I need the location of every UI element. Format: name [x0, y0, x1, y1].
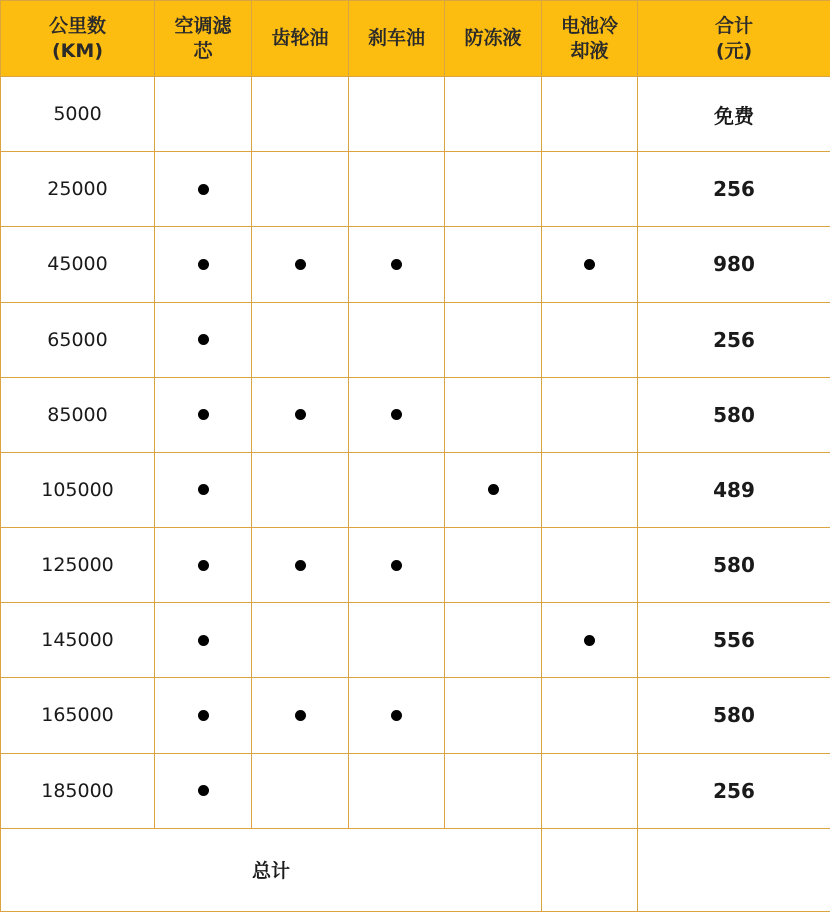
check-dot-icon — [198, 635, 209, 646]
check-dot-icon — [295, 560, 306, 571]
km-cell: 45000 — [1, 227, 155, 302]
antifreeze-cell — [445, 377, 542, 452]
total-empty-cell — [542, 828, 638, 911]
km-cell: 125000 — [1, 528, 155, 603]
check-dot-icon — [391, 710, 402, 721]
battery-coolant-cell — [542, 753, 638, 828]
antifreeze-cell — [445, 753, 542, 828]
brake-fluid-cell — [349, 377, 445, 452]
brake-fluid-cell — [349, 603, 445, 678]
check-dot-icon — [295, 259, 306, 270]
brake-fluid-cell — [349, 753, 445, 828]
km-cell: 105000 — [1, 452, 155, 527]
check-dot-icon — [584, 635, 595, 646]
antifreeze-cell — [445, 678, 542, 753]
check-dot-icon — [198, 259, 209, 270]
gear-oil-cell — [252, 227, 349, 302]
antifreeze-cell — [445, 452, 542, 527]
check-dot-icon — [198, 409, 209, 420]
ac-filter-cell — [155, 77, 252, 152]
row-total-cell: 580 — [638, 678, 830, 753]
brake-fluid-cell — [349, 678, 445, 753]
check-dot-icon — [198, 184, 209, 195]
table-row — [1, 528, 830, 603]
battery-coolant-cell — [542, 678, 638, 753]
battery-coolant-cell — [542, 603, 638, 678]
table-row — [1, 152, 830, 227]
ac-filter-cell — [155, 753, 252, 828]
check-dot-icon — [198, 710, 209, 721]
table-row — [1, 678, 830, 753]
brake-fluid-cell — [349, 77, 445, 152]
ac-filter-cell — [155, 603, 252, 678]
header-battery-coolant: 电池冷 却液 — [542, 1, 638, 77]
check-dot-icon — [295, 710, 306, 721]
row-total-cell: 556 — [638, 603, 830, 678]
km-cell: 185000 — [1, 753, 155, 828]
gear-oil-cell — [252, 603, 349, 678]
gear-oil-cell — [252, 377, 349, 452]
battery-coolant-cell — [542, 452, 638, 527]
table-body — [1, 77, 830, 912]
ac-filter-cell — [155, 227, 252, 302]
brake-fluid-cell — [349, 302, 445, 377]
gear-oil-cell — [252, 753, 349, 828]
header-gear-oil: 齿轮油 — [252, 1, 349, 77]
check-dot-icon — [584, 259, 595, 270]
antifreeze-cell — [445, 152, 542, 227]
table-row — [1, 603, 830, 678]
km-cell: 65000 — [1, 302, 155, 377]
row-total-cell: 980 — [638, 227, 830, 302]
ac-filter-cell — [155, 377, 252, 452]
check-dot-icon — [198, 560, 209, 571]
battery-coolant-cell — [542, 377, 638, 452]
row-total-cell: 256 — [638, 302, 830, 377]
battery-coolant-cell — [542, 77, 638, 152]
antifreeze-cell — [445, 528, 542, 603]
gear-oil-cell — [252, 452, 349, 527]
total-row — [1, 828, 830, 911]
table-header — [1, 1, 830, 77]
battery-coolant-cell — [542, 302, 638, 377]
total-label: 总计 — [1, 828, 542, 911]
km-cell: 165000 — [1, 678, 155, 753]
table-row — [1, 77, 830, 152]
header-km: 公里数 (KM) — [1, 1, 155, 77]
brake-fluid-cell — [349, 227, 445, 302]
row-total-cell: 免费 — [638, 77, 830, 152]
antifreeze-cell — [445, 603, 542, 678]
row-total-cell: 256 — [638, 753, 830, 828]
ac-filter-cell — [155, 302, 252, 377]
table-row — [1, 377, 830, 452]
row-total-cell: 580 — [638, 528, 830, 603]
header-brake-fluid: 刹车油 — [349, 1, 445, 77]
gear-oil-cell — [252, 77, 349, 152]
gear-oil-cell — [252, 678, 349, 753]
header-antifreeze: 防冻液 — [445, 1, 542, 77]
check-dot-icon — [198, 334, 209, 345]
km-cell: 145000 — [1, 603, 155, 678]
row-total-cell: 256 — [638, 152, 830, 227]
antifreeze-cell — [445, 227, 542, 302]
total-value — [638, 828, 830, 911]
check-dot-icon — [391, 409, 402, 420]
brake-fluid-cell — [349, 152, 445, 227]
ac-filter-cell — [155, 528, 252, 603]
check-dot-icon — [391, 259, 402, 270]
check-dot-icon — [295, 409, 306, 420]
table-row — [1, 302, 830, 377]
row-total-cell: 580 — [638, 377, 830, 452]
antifreeze-cell — [445, 302, 542, 377]
km-cell: 85000 — [1, 377, 155, 452]
brake-fluid-cell — [349, 528, 445, 603]
header-row — [1, 1, 830, 77]
km-cell: 5000 — [1, 77, 155, 152]
gear-oil-cell — [252, 302, 349, 377]
gear-oil-cell — [252, 528, 349, 603]
table-row — [1, 227, 830, 302]
gear-oil-cell — [252, 152, 349, 227]
check-dot-icon — [391, 560, 402, 571]
check-dot-icon — [198, 785, 209, 796]
check-dot-icon — [198, 484, 209, 495]
brake-fluid-cell — [349, 452, 445, 527]
battery-coolant-cell — [542, 528, 638, 603]
battery-coolant-cell — [542, 227, 638, 302]
ac-filter-cell — [155, 678, 252, 753]
table-row — [1, 753, 830, 828]
row-total-cell: 489 — [638, 452, 830, 527]
header-ac-filter: 空调滤 芯 — [155, 1, 252, 77]
table-row — [1, 452, 830, 527]
battery-coolant-cell — [542, 152, 638, 227]
header-total: 合计 (元) — [638, 1, 830, 77]
km-cell: 25000 — [1, 152, 155, 227]
ac-filter-cell — [155, 452, 252, 527]
antifreeze-cell — [445, 77, 542, 152]
ac-filter-cell — [155, 152, 252, 227]
check-dot-icon — [488, 484, 499, 495]
